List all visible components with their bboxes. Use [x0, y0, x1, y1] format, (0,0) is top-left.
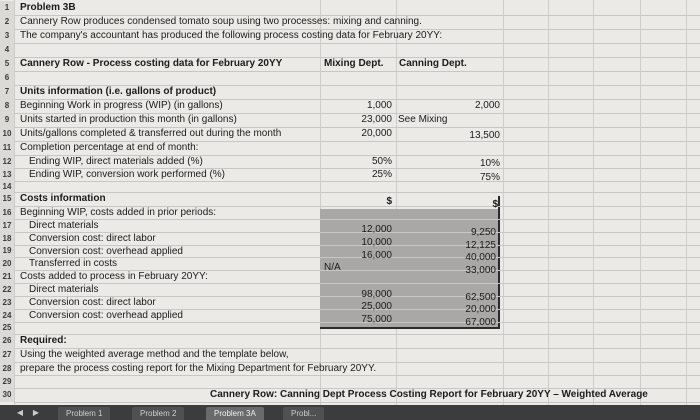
required-heading[interactable]: Required: — [20, 335, 67, 346]
row-number[interactable]: 17 — [0, 219, 14, 232]
grid-line — [548, 0, 549, 405]
row-number[interactable]: 15 — [0, 192, 14, 206]
problem-title[interactable]: Problem 3B — [20, 2, 76, 13]
grid-line — [396, 0, 397, 405]
row-number[interactable]: 26 — [0, 334, 14, 348]
row-label[interactable]: Transferred in costs — [29, 258, 117, 269]
canning-value[interactable]: 12,125 — [465, 240, 496, 251]
canning-value[interactable]: 2,000 — [474, 100, 500, 111]
row-label[interactable]: Conversion cost: overhead applied — [29, 310, 183, 321]
mixing-value[interactable]: 10,000 — [361, 237, 392, 248]
units-heading[interactable]: Units information (i.e. gallons of product) — [20, 86, 217, 97]
canning-value[interactable]: 10% — [479, 158, 500, 169]
row-number[interactable]: 23 — [0, 296, 14, 309]
row-number[interactable]: 12 — [0, 155, 14, 168]
row-number[interactable]: 5 — [0, 57, 14, 71]
canning-dept-header[interactable]: Canning Dept. — [399, 58, 467, 69]
row-number[interactable]: 4 — [0, 43, 14, 57]
tab-problem-1[interactable]: Problem 1 — [58, 407, 110, 420]
row-number[interactable]: 8 — [0, 99, 14, 113]
grid-line — [686, 0, 687, 405]
grid-line — [14, 334, 700, 335]
row-number[interactable]: 3 — [0, 29, 14, 43]
grid-line — [14, 375, 700, 376]
table-title[interactable]: Cannery Row - Process costing data for February 20YY — [20, 58, 283, 69]
mixing-value[interactable]: N/A — [324, 262, 341, 273]
row-label[interactable]: Units/gallons completed & transferred out during the month — [20, 128, 282, 139]
canning-value[interactable]: 62,500 — [465, 292, 496, 303]
canning-value[interactable]: 75% — [479, 172, 500, 183]
row-label[interactable]: Ending WIP, direct materials added (%) — [29, 156, 203, 167]
mixing-value[interactable]: 25,000 — [361, 301, 392, 312]
row-number[interactable]: 9 — [0, 113, 14, 127]
row-number[interactable]: 11 — [0, 141, 14, 155]
canning-dollar[interactable]: $ — [492, 199, 498, 210]
row-label[interactable]: Direct materials — [29, 220, 99, 231]
mixing-value[interactable]: 25% — [371, 169, 392, 180]
grid-line — [14, 0, 15, 405]
prev-sheet-icon[interactable]: ◀ — [16, 408, 24, 417]
canning-value[interactable]: 13,500 — [469, 130, 500, 141]
row-number[interactable]: 14 — [0, 181, 14, 192]
intro-line[interactable]: Cannery Row produces condensed tomato soup using two processes: mixing and canning. — [20, 16, 422, 27]
required-text[interactable]: Using the weighted average method and the template below, — [20, 349, 289, 360]
report-title[interactable]: Cannery Row: Canning Dept Process Costing Report for February 20YY – Weighted Average — [210, 389, 648, 400]
row-number[interactable]: 13 — [0, 168, 14, 181]
mixing-value[interactable]: 20,000 — [361, 128, 392, 139]
grid-line — [14, 71, 700, 72]
grid-line — [640, 0, 641, 405]
grid-line — [14, 219, 700, 220]
mixing-value[interactable]: 12,000 — [361, 224, 392, 235]
costs-heading[interactable]: Costs information — [20, 193, 106, 204]
tab-problem-3b[interactable]: Probl... — [283, 407, 324, 420]
row-number[interactable]: 2 — [0, 15, 14, 29]
row-label[interactable]: Conversion cost: direct labor — [29, 233, 156, 244]
canning-value[interactable]: 9,250 — [470, 227, 496, 238]
row-number[interactable]: 22 — [0, 283, 14, 296]
row-label[interactable]: Conversion cost: direct labor — [29, 297, 156, 308]
tab-problem-3a[interactable]: Problem 3A — [206, 407, 264, 420]
row-number[interactable]: 6 — [0, 71, 14, 85]
mixing-dept-header[interactable]: Mixing Dept. — [324, 58, 384, 69]
row-number[interactable]: 20 — [0, 257, 14, 270]
canning-value[interactable]: 33,000 — [465, 265, 496, 276]
required-text[interactable]: prepare the process costing report for the Mixing Department for February 20YY. — [20, 363, 377, 374]
row-number[interactable]: 25 — [0, 322, 14, 334]
row-number[interactable]: 30 — [0, 388, 14, 402]
canning-value[interactable]: 40,000 — [465, 252, 496, 263]
intro-line[interactable]: The company's accountant has produced the following process costing data for February 20YY: — [20, 30, 443, 41]
grid-line — [14, 43, 700, 44]
mixing-dollar[interactable]: $ — [386, 196, 392, 207]
row-label[interactable]: Completion percentage at end of month: — [20, 142, 199, 153]
row-number[interactable]: 7 — [0, 85, 14, 99]
row-number[interactable]: 16 — [0, 206, 14, 219]
mixing-value[interactable]: 50% — [371, 156, 392, 167]
row-label[interactable]: Beginning Work in progress (WIP) (in gallons) — [20, 100, 223, 111]
row-number[interactable]: 24 — [0, 309, 14, 322]
sheet-tab-bar — [0, 405, 700, 420]
row-label[interactable]: Costs added to process in February 20YY: — [20, 271, 208, 282]
grid-line — [14, 181, 700, 182]
row-number[interactable]: 18 — [0, 232, 14, 245]
row-number[interactable]: 1 — [0, 1, 14, 15]
row-label[interactable]: Units started in production this month (in gallons) — [20, 114, 237, 125]
mixing-value[interactable]: 1,000 — [366, 100, 392, 111]
mixing-value[interactable]: 75,000 — [361, 314, 392, 325]
mixing-value[interactable]: 98,000 — [361, 289, 392, 300]
canning-note[interactable]: See Mixing — [398, 114, 448, 125]
row-label[interactable]: Direct materials — [29, 284, 99, 295]
grid-line — [14, 192, 700, 193]
row-number[interactable]: 29 — [0, 375, 14, 388]
canning-value[interactable]: 67,000 — [465, 317, 496, 328]
row-number[interactable]: 27 — [0, 348, 14, 362]
row-label[interactable]: Conversion cost: overhead applied — [29, 246, 183, 257]
grid-line — [503, 0, 504, 405]
tab-problem-2[interactable]: Problem 2 — [132, 407, 184, 420]
grid-line — [593, 0, 594, 405]
row-label[interactable]: Ending WIP, conversion work performed (%) — [29, 169, 226, 180]
next-sheet-icon[interactable]: ▶ — [32, 408, 40, 417]
row-number[interactable]: 21 — [0, 270, 14, 283]
row-number[interactable]: 10 — [0, 127, 14, 141]
mixing-value[interactable]: 16,000 — [361, 250, 392, 261]
row-number[interactable]: 28 — [0, 362, 14, 375]
row-number[interactable]: 19 — [0, 245, 14, 257]
mixing-value[interactable]: 23,000 — [361, 114, 392, 125]
grid-line — [14, 402, 700, 403]
canning-value[interactable]: 20,000 — [465, 304, 496, 315]
row-label[interactable]: Beginning WIP, costs added in prior periods: — [20, 207, 217, 218]
grid-line — [14, 283, 700, 284]
